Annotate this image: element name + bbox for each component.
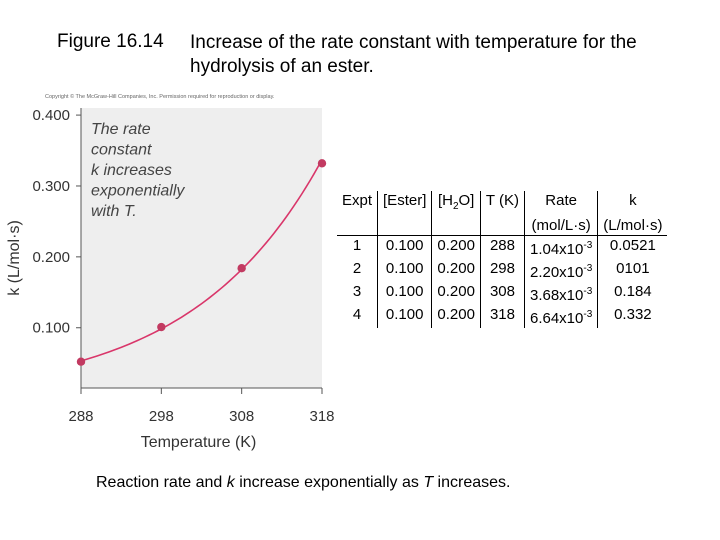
- y-axis-label: k (L/mol·s): [6, 220, 23, 296]
- table-cell: $6.64x10^{-3}$: [524, 305, 597, 328]
- table-cell: 0.100: [378, 259, 432, 282]
- table-row: [337, 305, 667, 328]
- table-cell: 0.200: [432, 259, 481, 282]
- chart-annotation-line: The rate: [91, 121, 151, 138]
- table-cell: 0101: [598, 259, 668, 282]
- table-cell: 2: [352, 260, 362, 277]
- header-temperature: T (K): [480, 191, 524, 216]
- chart-annotation-line: exponentially: [91, 182, 185, 200]
- y-tick-label: 0.300: [32, 177, 70, 195]
- header-rate: Rate: [524, 191, 597, 216]
- x-tick-label: 288: [68, 408, 94, 425]
- figure-number: Figure 16.14: [57, 31, 164, 52]
- table-cell: 0.100: [378, 282, 432, 305]
- table-cell: 1: [352, 237, 362, 254]
- y-tick-label: 0.200: [32, 248, 70, 266]
- data-point: [157, 323, 165, 331]
- header-k-unit: (L/mol·s): [598, 216, 668, 236]
- table-cell: $2.20x10^{-3}$: [524, 259, 597, 282]
- table-cell: $1.04x10^{-3}$: [524, 236, 597, 260]
- data-point: [318, 159, 326, 167]
- table-cell: 298: [480, 259, 524, 282]
- table-cell: 288: [480, 236, 524, 260]
- table-cell: 308: [480, 282, 524, 305]
- header-rate-unit: (mol/L·s): [524, 216, 597, 236]
- data-point: [237, 264, 245, 272]
- table-cell: 0.0521: [598, 236, 668, 260]
- x-tick-label: 298: [148, 408, 174, 425]
- table-row: [337, 259, 667, 282]
- table-cell: 0.200: [432, 305, 481, 328]
- table-body: [337, 236, 667, 329]
- table-cell: $3.68x10^{-3}$: [524, 282, 597, 305]
- x-axis-label: Temperature (K): [140, 434, 257, 451]
- table-cell: 0.100: [378, 236, 432, 260]
- table-cell: 318: [480, 305, 524, 328]
- x-tick-label: 308: [229, 408, 255, 425]
- table-cell: 4: [352, 306, 362, 323]
- table-row: [337, 236, 667, 260]
- y-tick-label: 0.400: [32, 107, 70, 125]
- rate-constant-chart: [0, 96, 340, 461]
- chart-annotation-line: constant: [91, 141, 152, 159]
- data-point: [77, 358, 85, 366]
- table-cell: 0.184: [598, 282, 668, 305]
- table-header-row: [337, 191, 667, 216]
- header-water: $[H_2O]$: [432, 191, 481, 216]
- table-unit-row: [337, 216, 667, 236]
- chart-annotation-line: k increases: [91, 162, 172, 179]
- header-expt: Expt: [342, 192, 373, 209]
- header-k: k: [598, 191, 668, 216]
- experiment-data-table: [337, 191, 667, 328]
- table-cell: 0.200: [432, 282, 481, 305]
- table-cell: 0.100: [378, 305, 432, 328]
- chart-annotation-line: with T.: [91, 203, 137, 220]
- table-row: [337, 282, 667, 305]
- table-cell: 0.332: [598, 305, 668, 328]
- figure-title: Increase of the rate constant with temperature for the hydrolysis of an ester.: [190, 32, 637, 77]
- copyright-notice: Copyright © The McGraw-Hill Companies, Inc. Permission required for reproduction or display.: [45, 94, 275, 100]
- table-cell: 0.200: [432, 236, 481, 260]
- caption: Reaction rate and k increase exponentially as T increases.: [96, 474, 511, 491]
- header-ester: [Ester]: [378, 191, 432, 216]
- table-cell: 3: [352, 283, 362, 300]
- x-tick-label: 318: [309, 408, 335, 425]
- y-tick-label: 0.100: [32, 319, 70, 337]
